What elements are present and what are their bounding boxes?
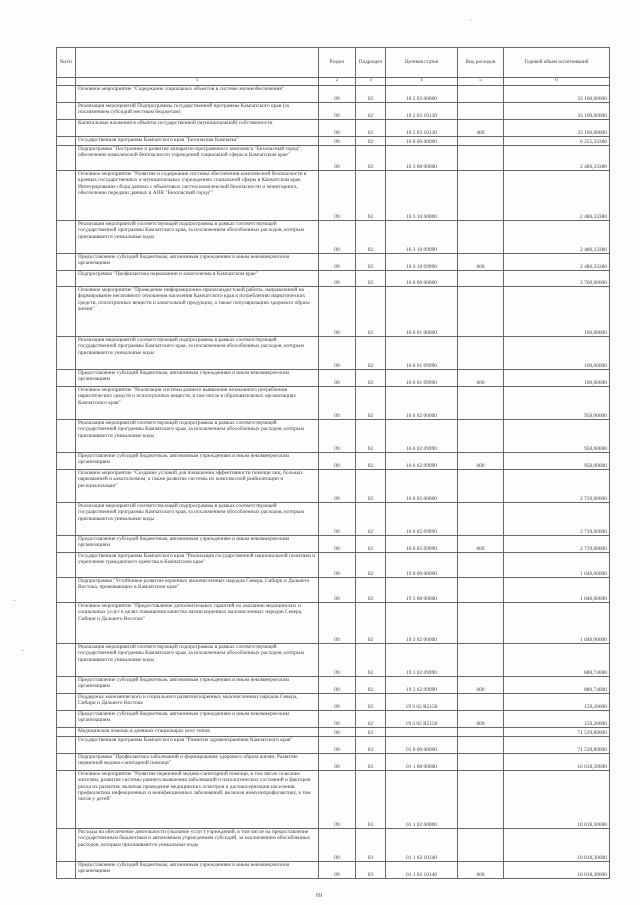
row-sum: 950,00000 — [504, 453, 610, 470]
row-podrazdel: 02 — [356, 503, 386, 536]
row-name: Основное мероприятие "Создание условий для повышения эффективности помощи лиц, больных наркоманией и алкоголизмом, а также развитие системы их комплексной реабилитации и ресоциализации" — [76, 470, 319, 503]
row-vr — [458, 146, 504, 171]
row-csr: 01 1 00 00000 — [386, 754, 458, 771]
row-num — [57, 337, 76, 370]
table-row — [57, 287, 610, 337]
row-razdel: 09 — [319, 254, 356, 271]
row-razdel: 09 — [319, 603, 356, 644]
row-csr: 10 2 03 00000 — [386, 86, 458, 103]
row-sum: 10 018,30000 — [504, 771, 610, 829]
row-num — [57, 271, 76, 287]
row-razdel: 09 — [319, 694, 356, 711]
row-vr — [458, 387, 504, 420]
row-vr — [458, 694, 504, 711]
table-body — [57, 86, 610, 879]
table-row — [57, 754, 610, 771]
row-razdel: 09 — [319, 146, 356, 171]
table-row — [57, 603, 610, 644]
row-sum: 159,26000 — [504, 711, 610, 728]
row-name: Основное мероприятие "Содержание социальных объектов в системе жизнеобеспечения" — [76, 86, 319, 103]
row-vr: 600 — [458, 453, 504, 470]
row-vr — [458, 287, 504, 337]
row-vr: 600 — [458, 536, 504, 553]
row-podrazdel: 02 — [356, 453, 386, 470]
row-podrazdel: 02 — [356, 553, 386, 578]
row-vr: 600 — [458, 370, 504, 387]
header-podrazdel: Подраздел — [356, 48, 386, 78]
row-csr: 16 6 00 00000 — [386, 271, 458, 287]
row-name: Государственная программа Камчатского края "Развитие здравоохранения Камчатского края" — [76, 737, 319, 754]
table-row — [57, 503, 610, 536]
row-csr: 16 6 05 00000 — [386, 470, 458, 503]
row-sum: 33 100,00000 — [504, 120, 610, 137]
row-razdel: 09 — [319, 862, 356, 879]
row-csr: 16 3 10 09990 — [386, 221, 458, 254]
row-num — [57, 536, 76, 553]
row-sum: 33 100,00000 — [504, 103, 610, 120]
table-row — [57, 453, 610, 470]
row-name: Основное мероприятие "Развитие первичной медико-санитарной помощи, в том числе сельским жителям, развитие системы раннего выявления заболеваний и патологических состояний и факторов риска их развития, включая проведение медицинских осмотров и диспансеризации населения, профилактика инфекционных и неинфекционных заболеваний, включая иммунопрофилактику, в том числе у детей" — [76, 771, 319, 829]
row-podrazdel: 03 — [356, 829, 386, 862]
row-sum: 100,00000 — [504, 370, 610, 387]
row-csr: 01 1 02 00000 — [386, 771, 458, 829]
row-num — [57, 694, 76, 711]
table-row — [57, 171, 610, 221]
row-podrazdel: 02 — [356, 86, 386, 103]
row-csr: 16 6 02 00000 — [386, 387, 458, 420]
row-razdel: 09 — [319, 829, 356, 862]
row-vr — [458, 470, 504, 503]
row-vr: 600 — [458, 862, 504, 879]
table-row — [57, 694, 610, 711]
row-csr: 19 3 02 R5150 — [386, 694, 458, 711]
row-csr: 19 3 02 09990 — [386, 644, 458, 677]
row-sum: 2 719,00000 — [504, 536, 610, 553]
row-sum: 100,00000 — [504, 337, 610, 370]
table-row — [57, 120, 610, 137]
row-name: Реализация мероприятий Подпрограммы государственной программы Камчатского края (за исключением субсидий местным бюджетам) — [76, 103, 319, 120]
row-vr — [458, 337, 504, 370]
table-row — [57, 737, 610, 754]
row-name: Предоставление субсидий бюджетным, автономным учреждениям и иным некоммерческим организациям — [76, 677, 319, 694]
row-name: Государственная программа Камчатского края "Реализация государственной национальной политики и укрепление гражданского единства в Камчатском крае" — [76, 553, 319, 578]
table-row — [57, 862, 610, 879]
row-num — [57, 146, 76, 171]
row-sum: 2 719,00000 — [504, 470, 610, 503]
row-csr — [386, 728, 458, 737]
row-razdel: 09 — [319, 287, 356, 337]
column-index: 5 — [458, 78, 504, 86]
row-vr — [458, 728, 504, 737]
budget-table — [56, 47, 610, 879]
row-sum: 950,00000 — [504, 387, 610, 420]
row-num — [57, 728, 76, 737]
table-row — [57, 221, 610, 254]
table-row — [57, 271, 610, 287]
row-name: Основное мероприятие "Проведение информационно-пропагандистской работы, направленной на формирование негативного отношения населения Камчатского края к потреблению наркотических средств, психотропных веществ и алкогольной продукции, а также популяризацию здорового образа жизни" — [76, 287, 319, 337]
row-csr: 19 0 00 00000 — [386, 553, 458, 578]
row-csr: 16 3 10 09990 — [386, 254, 458, 271]
row-csr: 01 1 02 10140 — [386, 829, 458, 862]
row-name: Основное мероприятие "Реализация системы раннего выявления незаконного потребления наркотических средств и психотропных веществ, в том числе в образовательных организациях Камчатского края" — [76, 387, 319, 420]
row-sum: 6 255,33380 — [504, 137, 610, 146]
row-num — [57, 120, 76, 137]
row-podrazdel: 02 — [356, 578, 386, 603]
row-num — [57, 754, 76, 771]
row-num — [57, 453, 76, 470]
column-index — [57, 78, 76, 86]
row-razdel: 09 — [319, 503, 356, 536]
row-sum: 71 539,80000 — [504, 737, 610, 754]
page-number: 69 — [316, 893, 322, 899]
row-razdel: 09 — [319, 137, 356, 146]
row-podrazdel: 02 — [356, 694, 386, 711]
row-podrazdel: 02 — [356, 337, 386, 370]
row-vr — [458, 271, 504, 287]
row-razdel: 09 — [319, 711, 356, 728]
row-razdel: 09 — [319, 221, 356, 254]
row-num — [57, 677, 76, 694]
row-sum: 100,00000 — [504, 287, 610, 337]
row-podrazdel: 03 — [356, 728, 386, 737]
row-csr: 16 3 00 00000 — [386, 146, 458, 171]
row-podrazdel: 03 — [356, 754, 386, 771]
row-num — [57, 862, 76, 879]
row-name: Подпрограмма "Устойчивое развитие коренных малочисленных народов Севера, Сибири и Дальнего Востока, проживающих в Камчатском крае" — [76, 578, 319, 603]
table-row — [57, 470, 610, 503]
table-row — [57, 711, 610, 728]
row-num — [57, 503, 76, 536]
row-vr — [458, 644, 504, 677]
row-razdel: 09 — [319, 453, 356, 470]
row-podrazdel: 02 — [356, 370, 386, 387]
row-sum: 950,00000 — [504, 420, 610, 453]
row-csr: 16 6 01 09990 — [386, 337, 458, 370]
row-csr: 16 6 02 09990 — [386, 420, 458, 453]
row-name: Государственная программа Камчатского края "Безопасная Камчатка" — [76, 137, 319, 146]
table-row — [57, 728, 610, 737]
table-row — [57, 86, 610, 103]
row-sum: 2 486,33380 — [504, 221, 610, 254]
row-csr: 16 3 10 00000 — [386, 171, 458, 221]
table-row — [57, 771, 610, 829]
row-podrazdel: 02 — [356, 536, 386, 553]
row-sum: 159,26000 — [504, 694, 610, 711]
row-razdel: 09 — [319, 86, 356, 103]
row-podrazdel: 02 — [356, 470, 386, 503]
row-csr: 10 2 03 10130 — [386, 103, 458, 120]
row-razdel: 09 — [319, 728, 356, 737]
row-vr — [458, 771, 504, 829]
row-num — [57, 470, 76, 503]
column-index: 6 — [504, 78, 610, 86]
row-podrazdel: 02 — [356, 387, 386, 420]
scan-speck — [22, 650, 23, 651]
row-sum: 880,74000 — [504, 644, 610, 677]
row-sum: 2 719,00000 — [504, 503, 610, 536]
table-row — [57, 387, 610, 420]
row-num — [57, 221, 76, 254]
table-row — [57, 337, 610, 370]
row-name: Реализация мероприятий соответствующей подпрограммы в рамках соответствующей государственной программы Камчатского края, за исключением обособленных расходов, которым присваиваются уникальные коды — [76, 644, 319, 677]
row-num — [57, 387, 76, 420]
row-name: Предоставление субсидий бюджетным, автономным учреждениям и иным некоммерческим организациям — [76, 536, 319, 553]
row-name: Предоставление субсидий бюджетным, автономным учреждениям и иным некоммерческим организациям — [76, 711, 319, 728]
table-row — [57, 254, 610, 271]
row-num — [57, 578, 76, 603]
row-csr: 19 3 00 00000 — [386, 578, 458, 603]
row-vr — [458, 578, 504, 603]
table-row — [57, 553, 610, 578]
row-vr — [458, 829, 504, 862]
row-podrazdel: 02 — [356, 271, 386, 287]
row-csr: 10 2 03 10130 — [386, 120, 458, 137]
row-name: Реализация мероприятий соответствующей подпрограммы в рамках соответствующей государственной программы Камчатского края, за исключением обособленных расходов, которым присваиваются уникальные коды — [76, 337, 319, 370]
row-name: Подпрограмма "Построение и развитие аппаратно-программного комплекса "Безопасный город", обеспечение комплексной безопасности учреждений социальной сферы в Камчатском крае" — [76, 146, 319, 171]
row-vr — [458, 221, 504, 254]
row-sum: 2 486,33380 — [504, 171, 610, 221]
row-vr — [458, 553, 504, 578]
row-csr: 19 3 02 R5150 — [386, 711, 458, 728]
row-name: Подпрограмма "Профилактика заболеваний и формирование здорового образа жизни. Развитие первичной медико-санитарной помощи" — [76, 754, 319, 771]
row-num — [57, 254, 76, 271]
row-name: Подпрограмма "Профилактика наркомании и алкоголизма в Камчатском крае" — [76, 271, 319, 287]
row-razdel: 09 — [319, 470, 356, 503]
row-podrazdel: 03 — [356, 771, 386, 829]
row-podrazdel: 02 — [356, 171, 386, 221]
scan-speck — [470, 20, 471, 21]
column-index: 3 — [356, 78, 386, 86]
row-razdel: 09 — [319, 578, 356, 603]
row-sum: 33 100,00000 — [504, 86, 610, 103]
row-vr: 600 — [458, 254, 504, 271]
row-podrazdel: 02 — [356, 103, 386, 120]
row-sum: 1 040,00000 — [504, 578, 610, 603]
row-num — [57, 420, 76, 453]
row-razdel: 09 — [319, 370, 356, 387]
table-row — [57, 103, 610, 120]
table-row — [57, 829, 610, 862]
row-num — [57, 771, 76, 829]
row-csr: 16 6 01 00000 — [386, 287, 458, 337]
table-row — [57, 137, 610, 146]
row-csr: 16 6 05 09990 — [386, 536, 458, 553]
row-name: Реализация мероприятий соответствующей подпрограммы в рамках соответствующей государственной программы Камчатского края, за исключением обособленных расходов, которым присваиваются уникальные коды — [76, 420, 319, 453]
row-vr — [458, 603, 504, 644]
row-razdel: 09 — [319, 103, 356, 120]
header-name — [76, 48, 319, 78]
row-csr: 16 0 00 00000 — [386, 137, 458, 146]
row-podrazdel: 02 — [356, 420, 386, 453]
row-podrazdel: 03 — [356, 737, 386, 754]
row-razdel: 09 — [319, 420, 356, 453]
row-vr — [458, 103, 504, 120]
row-num — [57, 103, 76, 120]
row-podrazdel: 02 — [356, 254, 386, 271]
row-podrazdel: 02 — [356, 137, 386, 146]
row-csr: 19 3 02 09990 — [386, 677, 458, 694]
row-sum: 3 769,00000 — [504, 271, 610, 287]
row-name: Основное мероприятие "Развитие и содержание системы обеспечения комплексной безопасности в краевых государственных и муниципальных учреждениях социальной сферы в Камчатском крае. Интегрирование сбора данных с объектовых систем комплексной безопасности и мониторинга, обеспечение передачи данных в АПК "Безопасный город"" — [76, 171, 319, 221]
row-podrazdel: 02 — [356, 644, 386, 677]
row-csr: 01 1 02 10140 — [386, 862, 458, 879]
header-summa: Годовой объем ассигнований — [504, 48, 610, 78]
row-podrazdel: 02 — [356, 146, 386, 171]
row-razdel: 09 — [319, 387, 356, 420]
table-row — [57, 644, 610, 677]
row-csr: 19 3 02 00000 — [386, 603, 458, 644]
row-vr: 400 — [458, 120, 504, 137]
row-podrazdel: 02 — [356, 677, 386, 694]
row-name: Капитальные вложения в объекты государственной (муниципальной) собственности — [76, 120, 319, 137]
row-podrazdel: 02 — [356, 603, 386, 644]
row-sum: 1 040,00000 — [504, 553, 610, 578]
row-podrazdel: 02 — [356, 120, 386, 137]
row-razdel: 09 — [319, 120, 356, 137]
row-num — [57, 86, 76, 103]
table-row — [57, 370, 610, 387]
row-name: Реализация мероприятий соответствующей подпрограммы в рамках соответствующей государственной программы Камчатского края, за исключением обособленных расходов, которым присваиваются уникальные коды — [76, 503, 319, 536]
row-vr — [458, 137, 504, 146]
column-index: 1 — [76, 78, 319, 86]
row-vr — [458, 86, 504, 103]
row-podrazdel: 02 — [356, 221, 386, 254]
column-index: 2 — [319, 78, 356, 86]
header-vr: Вид расходов — [458, 48, 504, 78]
table-header-row — [57, 48, 610, 78]
row-razdel: 09 — [319, 337, 356, 370]
row-num — [57, 370, 76, 387]
row-razdel: 09 — [319, 677, 356, 694]
row-num — [57, 737, 76, 754]
row-vr — [458, 754, 504, 771]
row-podrazdel: 03 — [356, 862, 386, 879]
row-name: Предоставление субсидий бюджетным, автономным учреждениям и иным некоммерческим организациям — [76, 862, 319, 879]
row-vr — [458, 420, 504, 453]
row-sum: 10 018,30000 — [504, 829, 610, 862]
row-name: Основное мероприятие "Предоставление дополнительных гарантий по оказанию медицинских и социальных услуг в целях повышения качества жизни коренных малочисленных народов Севера, Сибири и Дальнего Востока" — [76, 603, 319, 644]
row-num — [57, 171, 76, 221]
row-razdel: 09 — [319, 737, 356, 754]
row-razdel: 09 — [319, 271, 356, 287]
row-sum: 10 018,30000 — [504, 754, 610, 771]
row-vr: 600 — [458, 711, 504, 728]
row-num — [57, 553, 76, 578]
header-csr: Целевая статья — [386, 48, 458, 78]
row-name: Предоставление субсидий бюджетным, автономным учреждениям и иным некоммерческим организациям — [76, 453, 319, 470]
row-sum: 71 539,80000 — [504, 728, 610, 737]
header-razdel: Раздел — [319, 48, 356, 78]
row-razdel: 09 — [319, 536, 356, 553]
row-sum: 2 486,33380 — [504, 146, 610, 171]
column-index-row — [57, 78, 610, 86]
row-name: Реализация мероприятий соответствующей подпрограммы в рамках соответствующей государственной программы Камчатского края, за исключением обособленных расходов, которым присваиваются уникальные коды — [76, 221, 319, 254]
row-num — [57, 603, 76, 644]
row-name: Поддержка экономического и социального развития коренных малочисленных народов Севера, Сибири и Дальнего Востока — [76, 694, 319, 711]
row-podrazdel: 02 — [356, 287, 386, 337]
row-vr — [458, 171, 504, 221]
row-name: Медицинская помощь в дневных стационарах всех типов — [76, 728, 319, 737]
row-razdel: 09 — [319, 754, 356, 771]
row-num — [57, 644, 76, 677]
row-csr: 16 6 05 09990 — [386, 503, 458, 536]
table-row — [57, 536, 610, 553]
row-razdel: 09 — [319, 171, 356, 221]
row-razdel: 09 — [319, 644, 356, 677]
scan-speck — [14, 600, 15, 601]
header-num: №п/п — [57, 48, 76, 78]
table-row — [57, 677, 610, 694]
row-razdel: 09 — [319, 553, 356, 578]
row-num — [57, 711, 76, 728]
row-num — [57, 287, 76, 337]
row-vr — [458, 503, 504, 536]
row-name: Расходы на обеспечение деятельности (оказание услуг) учреждений, в том числе на предоставление государственным бюджетным и автономным учреждениям субсидий, за исключением обособленных расходов, которым присваиваются уникальные коды — [76, 829, 319, 862]
row-podrazdel: 02 — [356, 711, 386, 728]
row-sum: 10 018,30000 — [504, 862, 610, 879]
row-vr — [458, 737, 504, 754]
table-row — [57, 420, 610, 453]
row-razdel: 09 — [319, 771, 356, 829]
row-sum: 2 486,33380 — [504, 254, 610, 271]
row-name: Предоставление субсидий бюджетным, автономным учреждениям и иным некоммерческим организациям — [76, 370, 319, 387]
row-csr: 01 0 00 00000 — [386, 737, 458, 754]
table-row — [57, 146, 610, 171]
row-csr: 16 6 02 09990 — [386, 453, 458, 470]
row-vr: 600 — [458, 677, 504, 694]
row-num — [57, 137, 76, 146]
row-sum: 880,74000 — [504, 677, 610, 694]
row-num — [57, 829, 76, 862]
column-index: 4 — [386, 78, 458, 86]
row-name: Предоставление субсидий бюджетным, автономным учреждениям и иным некоммерческим организациям — [76, 254, 319, 271]
row-csr: 16 6 01 09990 — [386, 370, 458, 387]
row-sum: 1 040,00000 — [504, 603, 610, 644]
table-row — [57, 578, 610, 603]
